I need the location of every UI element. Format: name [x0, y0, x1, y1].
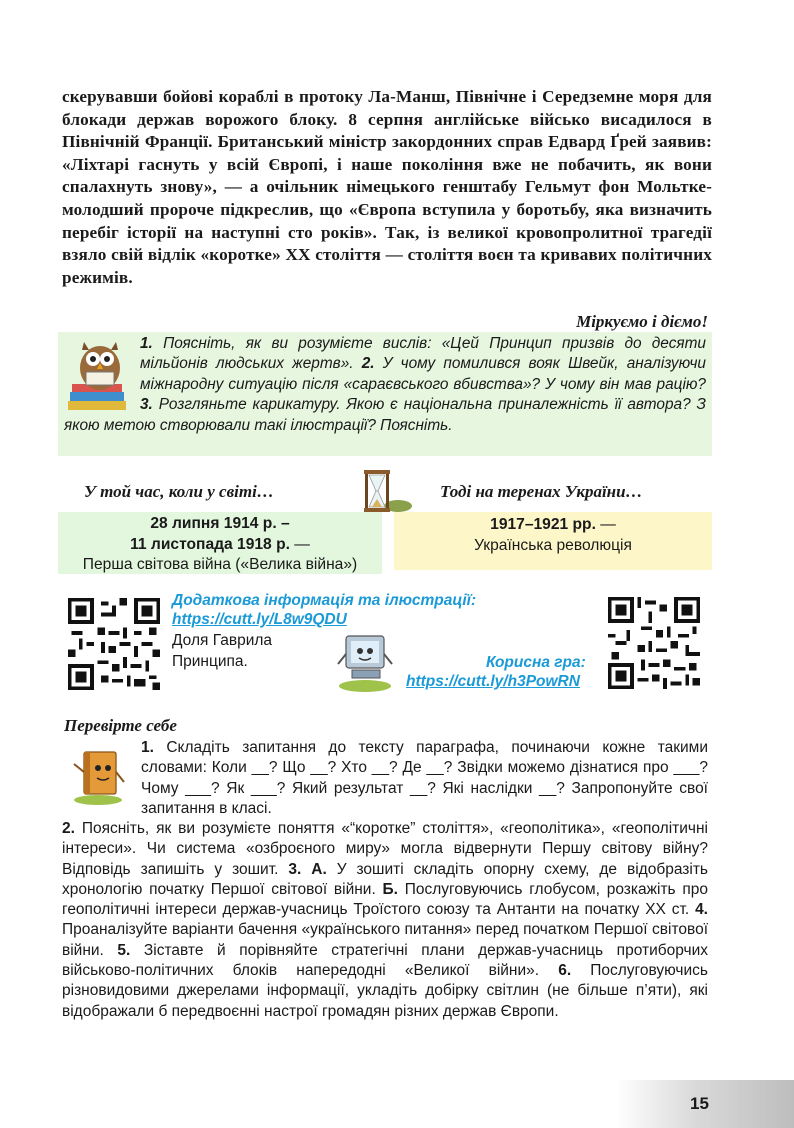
world-timeline-title: У той час, коли у світі…	[84, 482, 274, 501]
owl-float-spacer	[64, 334, 140, 414]
world-event-date-start: 28 липня 1914 р. –	[150, 515, 290, 532]
ukraine-timeline-title: Тоді на теренах України…	[440, 482, 643, 501]
fate-caption-line1: Доля Гаврила	[172, 632, 273, 649]
ukraine-event-dash: —	[595, 516, 616, 533]
think-questions	[64, 334, 706, 436]
self-check-q3a-label: А.	[301, 860, 327, 878]
world-event-dash: —	[289, 535, 310, 553]
hourglass-icon	[354, 468, 414, 514]
ukraine-event-card	[394, 512, 712, 570]
self-check-q2-text: Поясніть, як ви розумієте поняття «“коротке” століття», «геополітика», «геополітичні інтереси». Чи система «озброєного миру» могла відвернути Першу світову війну? Відповідь запишіть у зошит.	[62, 820, 708, 878]
self-check-rest	[62, 819, 708, 1022]
self-check-q4-number: 4.	[695, 901, 708, 919]
useful-game-label: Корисна гра:	[486, 654, 586, 671]
think-q3: Розгляньте карикатуру. Якою є національна приналежність її автора? З якою метою створювали такі ілюстрації? Поясніть.	[64, 396, 706, 434]
think-q2-number: 2.	[361, 355, 375, 373]
ukraine-event-date-line	[394, 514, 712, 535]
think-q1-number: 1.	[140, 335, 153, 352]
think-q3-number: 3.	[140, 396, 153, 414]
self-check-q3-number: 3.	[288, 860, 302, 878]
think-box	[58, 332, 712, 456]
extra-info-link[interactable]: https://cutt.ly/L8w9QDU	[172, 611, 347, 628]
world-event-card	[58, 512, 382, 574]
book-character-icon	[68, 742, 130, 806]
self-check-q5-text: Зіставте й порівняйте стратегічні плани держав-учасниць протиборчих військово-політичних блоків напередодні «Великої війни».	[62, 941, 708, 980]
think-q1: Поясніть, як ви розумієте вислів: «Цей Принцип призвів до десяти мільйонів людських жертв».	[140, 335, 706, 373]
ukraine-event-date: 1917–1921 рр.	[490, 516, 596, 533]
computer-character-icon	[332, 628, 398, 694]
think-q2: У чому помилився вояк Швейк, аналізуючи міжнародну ситуацію після «сараєвського вбивства»? У чому він мав рацію?	[140, 355, 706, 393]
qr-code-icon[interactable]	[608, 597, 700, 689]
self-check-q6-number: 6.	[558, 962, 572, 980]
world-event-date-end: 11 листопада 1918 р.	[130, 535, 290, 553]
self-check-q5-number: 5.	[117, 941, 131, 959]
self-check-q1-number: 1.	[141, 739, 154, 756]
self-check-q3b-text: Послуговуючись глобусом, розкажіть про геополітичні інтереси держав-учасниць Троїстого союзу та Антанти на початку XX ст.	[62, 880, 709, 919]
self-check-q6-text: Послуговуючись різновидовими джерелами інформації, укладіть добірку світлин (не більше п’яти), які відображали б передвоєнні настрої громадян різних держав Європи.	[62, 962, 708, 1020]
self-check-q4-text: Проаналізуйте варіанти бачення «українського питання» перед початком Першої світової війни.	[62, 921, 708, 959]
self-check-q3b-label: Б.	[382, 880, 398, 898]
world-event-date-end-line	[58, 535, 382, 556]
ukraine-event-name: Українська революція	[474, 537, 632, 554]
self-check-q3a-text: У зошиті складіть опорну схему, де відобразіть хронологію початку Першої світової війни.	[62, 860, 708, 898]
fate-caption-line2: Принципа.	[172, 652, 248, 670]
fate-caption	[172, 631, 272, 672]
self-check-heading: Перевірте себе	[64, 716, 177, 735]
self-check-q1	[141, 738, 708, 819]
self-check-q1-text: Складіть запитання до тексту параграфа, починаючи кожне такими словами: Коли __? Що __? Хто __? Де __? Звідки можемо дізнатися про ___? Чому ___? Як ___? Який результат __? Які наслідки __? Запропонуйте свої запитання в класі.	[141, 739, 708, 817]
world-event-name: Перша світова війна («Велика війна»)	[82, 556, 358, 573]
intro-paragraph: скерувавши бойові кораблі в протоку Ла-Манш, Північне і Середземне моря для блокади держав ворожого блоку. 8 серпня англійське військо висадилося в Північній Франції. Британський міністр закордонних справ Едвард Ґрей заявив: «Ліхтарі гаснуть у всій Європі, і наше покоління вже не побачить, як вони спалахнуть знову», — а очільник німецького генштабу Гельмут фон Мольтке-молодший пророче підкреслив, що «Європа вступила у боротьбу, яка визначить перебіг історії на наступні сто років». Так, із великої кровопролитної трагедії взяло свій відлік «коротке» XX століття — століття воєн та кривавих політичних режимів.	[62, 87, 712, 287]
think-heading: Міркуємо і діємо!	[576, 312, 708, 331]
qr-code-icon[interactable]	[68, 598, 160, 690]
self-check-q2-number: 2.	[62, 820, 75, 837]
extra-info-title: Додаткова інформація та ілюстрації:	[172, 592, 477, 609]
page-number: 15	[690, 1094, 709, 1113]
useful-game-link[interactable]: https://cutt.ly/h3PowRN	[406, 673, 580, 690]
